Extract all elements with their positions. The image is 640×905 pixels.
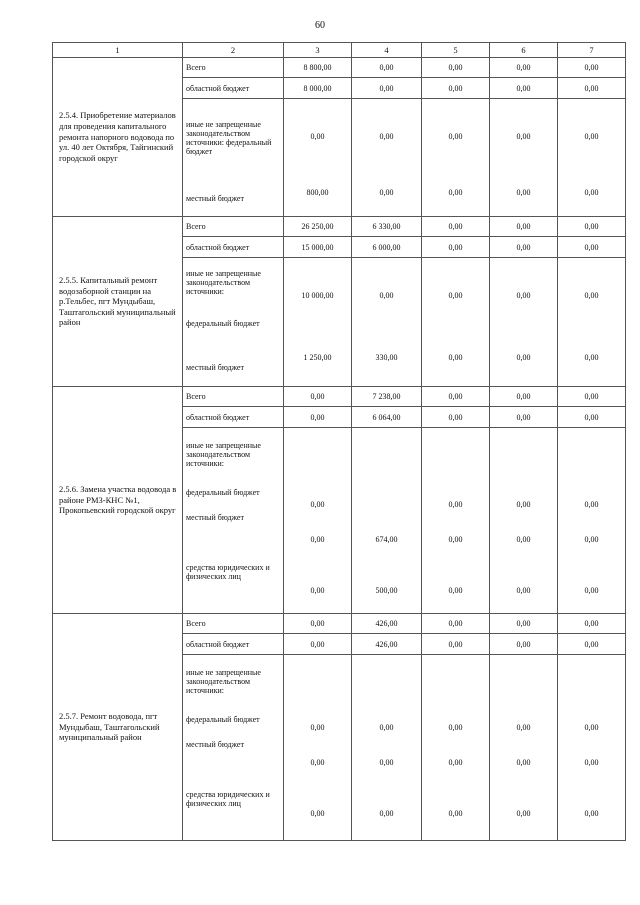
value-cell: 0,00 — [422, 78, 490, 99]
value-cell: 426,00 — [352, 634, 422, 655]
value-stack-inner — [284, 99, 351, 207]
value-stack — [558, 428, 626, 614]
label-stack — [183, 655, 283, 821]
value-stack — [490, 99, 558, 217]
value-cell: 0,00 — [558, 614, 626, 634]
source-label: областной бюджет — [183, 634, 284, 655]
value-stack — [422, 655, 490, 841]
source-label: Всего — [183, 58, 284, 78]
value-cell: 6 330,00 — [352, 217, 422, 237]
value-cell: 0,00 — [379, 290, 394, 300]
value-cell: 330,00 — [375, 352, 398, 362]
value-cell: 0,00 — [584, 757, 599, 767]
value-cell: 0,00 — [490, 78, 558, 99]
value-cell: 800,00 — [306, 187, 329, 197]
value-stack — [352, 655, 422, 841]
source-label: областной бюджет — [183, 237, 284, 258]
value-cell: 0,00 — [448, 352, 463, 362]
table-row — [53, 614, 626, 634]
value-cell: 0,00 — [516, 722, 531, 732]
value-stack — [284, 258, 352, 387]
value-cell: 0,00 — [448, 187, 463, 197]
source-label-stack — [183, 655, 284, 841]
value-stack-inner — [422, 258, 489, 374]
value-cell: 0,00 — [422, 634, 490, 655]
value-cell: 0,00 — [379, 808, 394, 818]
source-label: областной бюджет — [183, 407, 284, 428]
value-stack-inner — [490, 655, 557, 833]
value-cell: 0,00 — [352, 78, 422, 99]
source-label: иные не запрещенные законодательством источники: федеральный бюджет — [186, 120, 272, 156]
value-cell: 0,00 — [379, 187, 394, 197]
row-name: 2.5.5. Капитальный ремонт водозаборной станции на р.Тельбес, пгт Мундыбаш, Таштагольский муниципальный район — [53, 217, 183, 387]
value-cell: 8 000,00 — [284, 78, 352, 99]
value-cell: 0,00 — [584, 534, 599, 544]
value-cell: 6 000,00 — [352, 237, 422, 258]
header-cell: 1 — [53, 43, 183, 58]
value-cell: 0,00 — [584, 808, 599, 818]
value-cell: 7 238,00 — [352, 387, 422, 407]
value-cell: 0,00 — [516, 352, 531, 362]
value-cell: 0,00 — [284, 614, 352, 634]
row-name: 2.5.6. Замена участка водовода в районе РМЗ-КНС №1, Прокопьевский городской округ — [53, 387, 183, 614]
value-cell: 0,00 — [310, 131, 325, 141]
source-label: федеральный бюджет — [186, 487, 260, 497]
label-stack — [183, 99, 283, 215]
value-stack-inner — [490, 99, 557, 207]
value-stack — [490, 428, 558, 614]
source-label: областной бюджет — [183, 78, 284, 99]
value-cell: 0,00 — [490, 237, 558, 258]
value-stack — [558, 655, 626, 841]
source-label: Всего — [183, 387, 284, 407]
value-cell: 8 800,00 — [284, 58, 352, 78]
value-cell: 0,00 — [422, 58, 490, 78]
value-stack-inner — [558, 258, 625, 374]
value-stack — [558, 258, 626, 387]
value-cell: 0,00 — [448, 585, 463, 595]
table-row — [53, 217, 626, 237]
value-cell: 0,00 — [516, 290, 531, 300]
value-cell: 0,00 — [558, 237, 626, 258]
source-label: федеральный бюджет — [186, 318, 260, 328]
value-cell: 0,00 — [379, 757, 394, 767]
row-name: 2.5.7. Ремонт водовода, пгт Мундыбаш, Таштагольский муниципальный район — [53, 614, 183, 841]
value-cell: 0,00 — [490, 217, 558, 237]
source-label: иные не запрещенные законодательством источники: — [186, 667, 261, 695]
value-cell: 0,00 — [448, 534, 463, 544]
value-cell: 0,00 — [584, 131, 599, 141]
value-cell: 0,00 — [490, 407, 558, 428]
value-cell: 0,00 — [516, 187, 531, 197]
table-row — [53, 58, 626, 78]
value-cell: 500,00 — [375, 585, 398, 595]
value-stack — [352, 428, 422, 614]
source-label: средства юридических и физических лиц — [186, 790, 270, 808]
value-cell: 0,00 — [516, 585, 531, 595]
value-cell: 0,00 — [584, 352, 599, 362]
value-cell: 0,00 — [310, 757, 325, 767]
value-cell: 0,00 — [379, 722, 394, 732]
value-stack-inner — [490, 258, 557, 374]
value-cell: 0,00 — [284, 407, 352, 428]
source-label: Всего — [183, 217, 284, 237]
financing-table — [52, 42, 626, 841]
value-cell — [352, 480, 421, 528]
source-label: иные не запрещенные законодательством источники: — [186, 268, 261, 296]
value-stack-inner — [422, 428, 489, 610]
value-stack — [422, 428, 490, 614]
value-cell: 0,00 — [490, 634, 558, 655]
header-cell: 7 — [558, 43, 626, 58]
value-cell: 0,00 — [584, 499, 599, 509]
value-cell: 0,00 — [584, 722, 599, 732]
value-cell: 0,00 — [584, 187, 599, 197]
source-label-stack — [183, 428, 284, 614]
header-cell: 6 — [490, 43, 558, 58]
page-number: 60 — [315, 20, 325, 31]
value-cell: 674,00 — [375, 534, 398, 544]
value-stack-inner — [422, 655, 489, 833]
value-stack — [284, 99, 352, 217]
value-cell: 0,00 — [422, 237, 490, 258]
source-label: федеральный бюджет — [186, 714, 260, 724]
value-cell: 0,00 — [584, 290, 599, 300]
value-cell: 0,00 — [422, 407, 490, 428]
value-stack-inner — [284, 428, 351, 610]
value-cell: 0,00 — [516, 131, 531, 141]
value-cell: 0,00 — [448, 757, 463, 767]
value-cell: 0,00 — [310, 722, 325, 732]
value-cell: 0,00 — [448, 808, 463, 818]
value-stack-inner — [284, 258, 351, 374]
source-label-stack — [183, 258, 284, 387]
value-stack — [284, 428, 352, 614]
value-cell: 0,00 — [284, 634, 352, 655]
value-cell: 0,00 — [516, 534, 531, 544]
value-stack — [490, 655, 558, 841]
value-cell: 0,00 — [558, 634, 626, 655]
header-row — [53, 43, 626, 58]
value-stack-inner — [558, 99, 625, 207]
source-label: средства юридических и физических лиц — [186, 563, 270, 581]
header-cell: 2 — [183, 43, 284, 58]
value-cell: 0,00 — [352, 58, 422, 78]
source-label: иные не запрещенные законодательством источники: — [186, 440, 261, 468]
label-stack — [183, 428, 283, 594]
value-cell: 0,00 — [448, 499, 463, 509]
value-cell: 0,00 — [310, 499, 325, 509]
value-cell: 0,00 — [490, 58, 558, 78]
value-cell: 0,00 — [284, 387, 352, 407]
value-stack — [490, 258, 558, 387]
value-cell: 10 000,00 — [301, 290, 334, 300]
label-stack — [183, 258, 283, 386]
table-row — [53, 387, 626, 407]
value-stack — [422, 99, 490, 217]
value-cell: 0,00 — [516, 808, 531, 818]
source-label: Всего — [183, 614, 284, 634]
value-cell: 0,00 — [448, 290, 463, 300]
source-label: местный бюджет — [186, 193, 244, 203]
source-label: местный бюджет — [186, 362, 244, 372]
value-stack-inner — [352, 258, 421, 374]
value-cell: 0,00 — [558, 217, 626, 237]
value-cell: 426,00 — [352, 614, 422, 634]
value-cell: 0,00 — [516, 499, 531, 509]
value-cell: 0,00 — [516, 757, 531, 767]
source-label: местный бюджет — [186, 512, 244, 522]
value-stack-inner — [352, 655, 421, 833]
value-cell: 0,00 — [558, 407, 626, 428]
value-cell: 0,00 — [379, 131, 394, 141]
value-cell: 15 000,00 — [284, 237, 352, 258]
value-stack-inner — [352, 99, 421, 207]
value-cell: 6 064,00 — [352, 407, 422, 428]
header-cell: 3 — [284, 43, 352, 58]
value-cell: 0,00 — [310, 808, 325, 818]
value-stack-inner — [558, 655, 625, 833]
value-cell: 1 250,00 — [303, 352, 332, 362]
value-stack-inner — [558, 428, 625, 610]
value-cell: 0,00 — [310, 534, 325, 544]
value-stack — [558, 99, 626, 217]
value-stack-inner — [490, 428, 557, 610]
value-cell: 0,00 — [310, 585, 325, 595]
value-cell: 0,00 — [558, 58, 626, 78]
value-stack — [352, 258, 422, 387]
value-cell: 26 250,00 — [284, 217, 352, 237]
value-cell: 0,00 — [422, 387, 490, 407]
value-stack-inner — [422, 99, 489, 207]
value-cell: 0,00 — [422, 614, 490, 634]
value-cell: 0,00 — [558, 387, 626, 407]
value-stack — [352, 99, 422, 217]
value-cell: 0,00 — [448, 131, 463, 141]
header-cell: 4 — [352, 43, 422, 58]
value-cell: 0,00 — [422, 217, 490, 237]
row-name: 2.5.4. Приобретение материалов для проведения капитального ремонта напорного водовода по ул. 40 лет Октября, Тайгинский городской округ — [53, 58, 183, 217]
source-label: местный бюджет — [186, 739, 244, 749]
value-cell: 0,00 — [490, 614, 558, 634]
value-cell: 0,00 — [490, 387, 558, 407]
value-stack — [422, 258, 490, 387]
header-cell: 5 — [422, 43, 490, 58]
value-cell: 0,00 — [584, 585, 599, 595]
value-stack-inner — [352, 428, 421, 610]
value-cell: 0,00 — [448, 722, 463, 732]
value-stack-inner — [284, 655, 351, 833]
source-label-stack — [183, 99, 284, 217]
value-stack — [284, 655, 352, 841]
value-cell: 0,00 — [558, 78, 626, 99]
